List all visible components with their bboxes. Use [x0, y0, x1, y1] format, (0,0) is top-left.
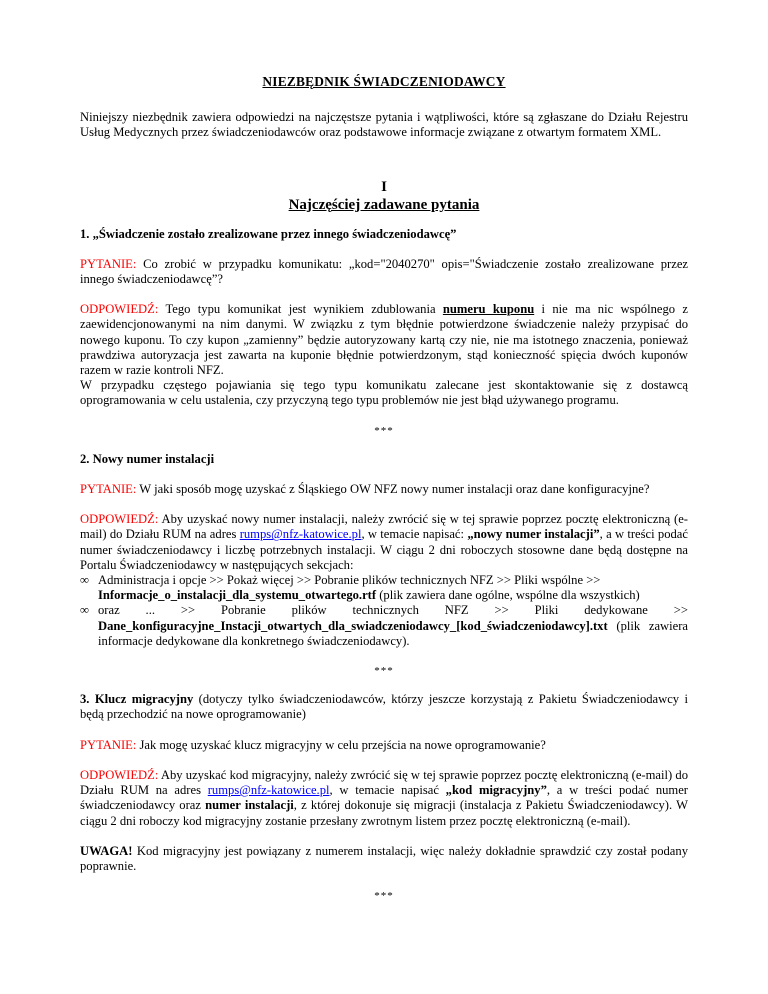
q2-answer-text-3: , a w treści podać numer świadczeniodawcy i liczbę potrzebnych instalacji. W ciągu 2 dni roboczych stosowne dane będą dostępne na Portalu Świadczeniodawcy w następujących sekcjach:	[80, 527, 688, 572]
path-word: >>	[673, 603, 688, 618]
document-title: NIEZBĘDNIK ŚWIADCZENIODAWCY	[262, 74, 506, 89]
q3-heading	[80, 692, 688, 722]
q3-answer-text-4: , z której dokonuje się migracji (instalacja z Pakietu Świadczeniodawcy). W ciągu 2 dni roboczy kod migracyjny zostanie przesłany zwrotnym listem przez pocztę elektroniczną (e-mail).	[80, 798, 689, 828]
q1-question	[80, 257, 688, 287]
q1-heading: 1. „Świadczenie zostało zrealizowane przez innego świadczeniodawcę”	[80, 226, 457, 241]
path-word: oraz	[98, 603, 120, 618]
section-number: I	[381, 178, 387, 195]
path-word: >>	[494, 603, 509, 618]
path-word: NFZ	[444, 603, 469, 618]
list-item-path: Administracja i opcje >> Pokaż więcej >> Pobranie plików technicznych NFZ >> Pliki wspólne >>	[98, 573, 601, 588]
path-word: dedykowane	[584, 603, 648, 618]
answer-label: ODPOWIEDŹ:	[80, 302, 159, 317]
separator: ***	[374, 665, 394, 678]
q3-heading-title: 3. Klucz migracyjny	[80, 692, 194, 707]
q2-answer-text: Aby uzyskać nowy numer instalacji, należy zwrócić się w tej sprawie poprzez pocztę elektroniczną (e-mail) do Działu RUM na adres	[80, 512, 688, 542]
question-label: PYTANIE:	[80, 256, 137, 271]
list-item	[80, 603, 688, 649]
q3-question	[80, 738, 688, 753]
email-link[interactable]: rumps@nfz-katowice.pl	[239, 527, 362, 542]
q3-heading-note: (dotyczy tylko świadczeniodawców, którzy jeszcze korzystają z Pakietu Świadczeniodawcy i będą przechodzić na nowe oprogramowanie)	[80, 692, 688, 722]
question-label: PYTANIE:	[80, 737, 137, 752]
path-word: Pliki	[534, 603, 559, 618]
q3-answer	[80, 768, 688, 829]
warning-text: Kod migracyjny jest powiązany z numerem instalacji, więc należy dokładnie sprawdzić czy został podany poprawnie.	[80, 843, 688, 873]
section-title: Najczęściej zadawane pytania	[288, 196, 480, 213]
path-word: ...	[145, 603, 155, 618]
q1-answer-text-2: i nie ma nic wspólnego z zaewidencjonowanymi na nim danymi. W związku z tym błędnie potwierdzone świadczenie należy przypisać do nowego kuponu. To czy kupon „zamienny” będzie autoryzowany kartą czy nie, nie ma istotnego znaczenia, ponieważ prawdziwa autoryzacja jest zawarta na kuponie błędnie potwierdzonym, stąd konieczność spięcia dwóch kuponów razem w razie kontroli NFZ.	[80, 302, 688, 378]
bullet-icon: ∞	[80, 573, 89, 588]
subject-new-installation: „nowy numer instalacji”	[467, 527, 600, 542]
q1-answer	[80, 302, 688, 378]
path-word: technicznych	[352, 603, 419, 618]
subject-migration-code: „kod migracyjny”	[445, 783, 547, 798]
file-name: Dane_konfiguracyjne_Instacji_otwartych_dla_swiadczeniodawcy_[kod_świadczeniodawcy].txt	[98, 618, 608, 633]
separator: ***	[374, 890, 394, 903]
q1-answer-followup: W przypadku częstego pojawiania się tego typu komunikatu zalecane jest skontaktowanie się z dostawcą oprogramowania w celu ustalenia, czy przyczyną tego typu problemów nie jest błąd używanego programu.	[80, 378, 688, 408]
q2-question	[80, 482, 688, 497]
q3-answer-text-3: , a w treści podać numer świadczeniodawcy oraz	[80, 783, 688, 813]
q2-answer-text-2: , w temacie napisać:	[361, 527, 468, 542]
path-word: >>	[180, 603, 196, 618]
list-item	[80, 573, 688, 603]
q2-heading: 2. Nowy numer instalacji	[80, 451, 215, 466]
installation-number-emphasis: numer instalacji	[205, 798, 294, 813]
list-item-path	[98, 603, 688, 618]
q3-question-text: Jak mogę uzyskać klucz migracyjny w celu przejścia na nowe oprogramowanie?	[136, 737, 546, 752]
answer-label: ODPOWIEDŹ:	[80, 767, 159, 782]
list-item-note: (plik zawiera dane ogólne, wspólne dla wszystkich)	[376, 588, 640, 603]
warning-note	[80, 844, 688, 874]
q2-question-text: W jaki sposób mogę uzyskać z Śląskiego OW NFZ nowy numer instalacji oraz dane konfiguracyjne?	[136, 482, 650, 497]
q2-answer	[80, 512, 688, 573]
document-page	[80, 0, 688, 904]
intro-paragraph: Niniejszy niezbędnik zawiera odpowiedzi na najczęstsze pytania i wątpliwości, które są zgłaszane do Działu Rejestru Usług Medycznych przez świadczeniodawców oraz podstawowe informacje związane z otwartym formatem XML.	[80, 110, 688, 140]
list-item-note: (plik zawiera informacje dedykowane dla konkretnego świadczeniodawcy).	[98, 618, 688, 648]
q3-answer-text-2: , w temacie napisać	[329, 783, 446, 798]
separator: ***	[374, 424, 394, 437]
sections-list	[80, 573, 688, 649]
coupon-number-emphasis: numeru kuponu	[442, 302, 535, 317]
email-link[interactable]: rumps@nfz-katowice.pl	[207, 783, 330, 798]
path-word: plików	[291, 603, 327, 618]
answer-label: ODPOWIEDŹ:	[80, 512, 159, 527]
file-name: Informacje_o_instalacji_dla_systemu_otwartego.rtf	[98, 588, 377, 603]
path-word: Pobranie	[220, 603, 266, 618]
warning-label: UWAGA!	[80, 843, 133, 858]
q1-answer-text: Tego typu komunikat jest wynikiem zdublowania	[158, 302, 443, 317]
bullet-icon: ∞	[80, 603, 89, 618]
question-label: PYTANIE:	[80, 482, 137, 497]
q3-answer-text: Aby uzyskać kod migracyjny, należy zwrócić się w tej sprawie poprzez pocztę elektroniczną (e-mail) do Działu RUM na adres	[80, 767, 688, 798]
q1-question-text: Co zrobić w przypadku komunikatu: „kod="2040270" opis="Świadczenie zostało zrealizowane przez innego świadczeniodawcę”?	[80, 256, 688, 287]
